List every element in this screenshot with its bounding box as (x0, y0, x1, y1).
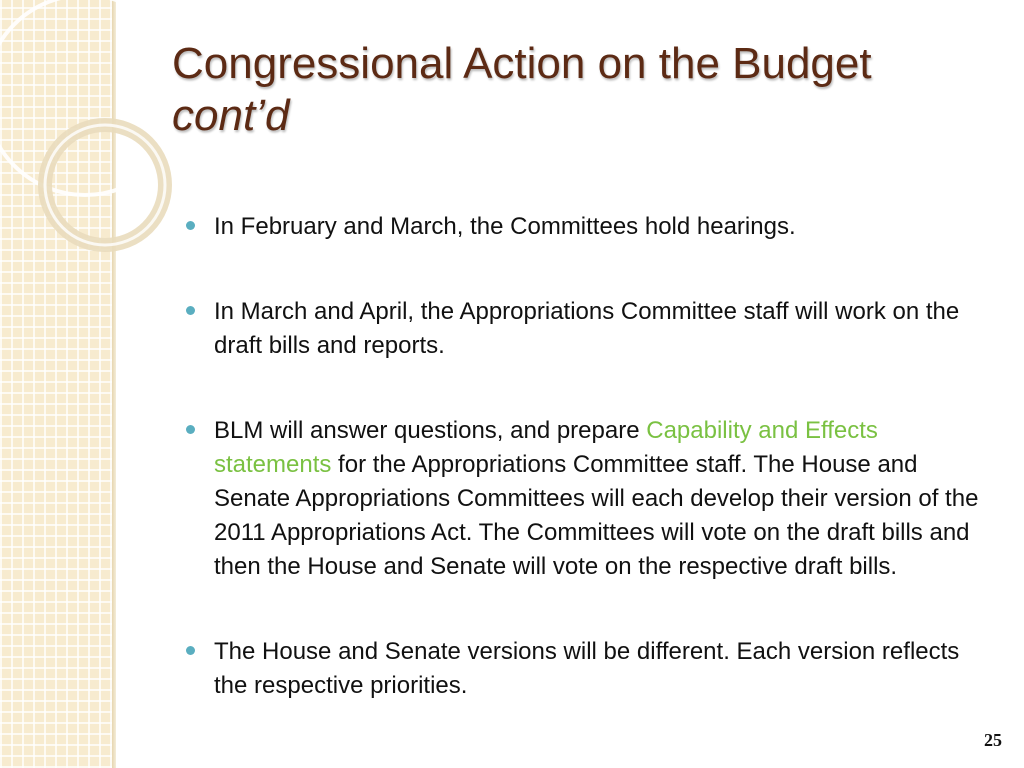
bullet-list (186, 210, 986, 754)
bullet-item (186, 295, 986, 363)
bullet-dot-icon (186, 221, 195, 230)
bullet-text: In February and March, the Committees hold hearings. (214, 213, 796, 240)
bullet-item (186, 414, 986, 584)
bullet-item (186, 210, 986, 244)
bullet-dot-icon (186, 306, 195, 315)
title-main: Congressional Action on the Budget (172, 39, 872, 88)
slide-title (172, 38, 1002, 142)
title-continued: cont’d (172, 91, 290, 140)
decorative-rings (0, 0, 200, 260)
capability-effects-highlight: Capability and Effects statements (214, 417, 878, 478)
page-number: 25 (984, 730, 1002, 750)
bullet-text: The House and Senate versions will be different. Each version reflects the respective priorities. (214, 638, 960, 699)
ring-medium-inner (45, 125, 165, 245)
bullet-text: In March and April, the Appropriations Committee staff will work on the draft bills and reports. (214, 298, 960, 359)
bullet-text-after: for the Appropriations Committee staff. The House and Senate Appropriations Committees will each develop their version of the 2011 Appropriations Act. The Committees will vote on the draft bills and then the House and Senate will vote on the respective draft bills. (214, 451, 979, 580)
bullet-dot-icon (186, 646, 195, 655)
bullet-text-before: BLM will answer questions, and prepare (214, 417, 647, 444)
bullet-dot-icon (186, 425, 195, 434)
bullet-item (186, 635, 986, 703)
